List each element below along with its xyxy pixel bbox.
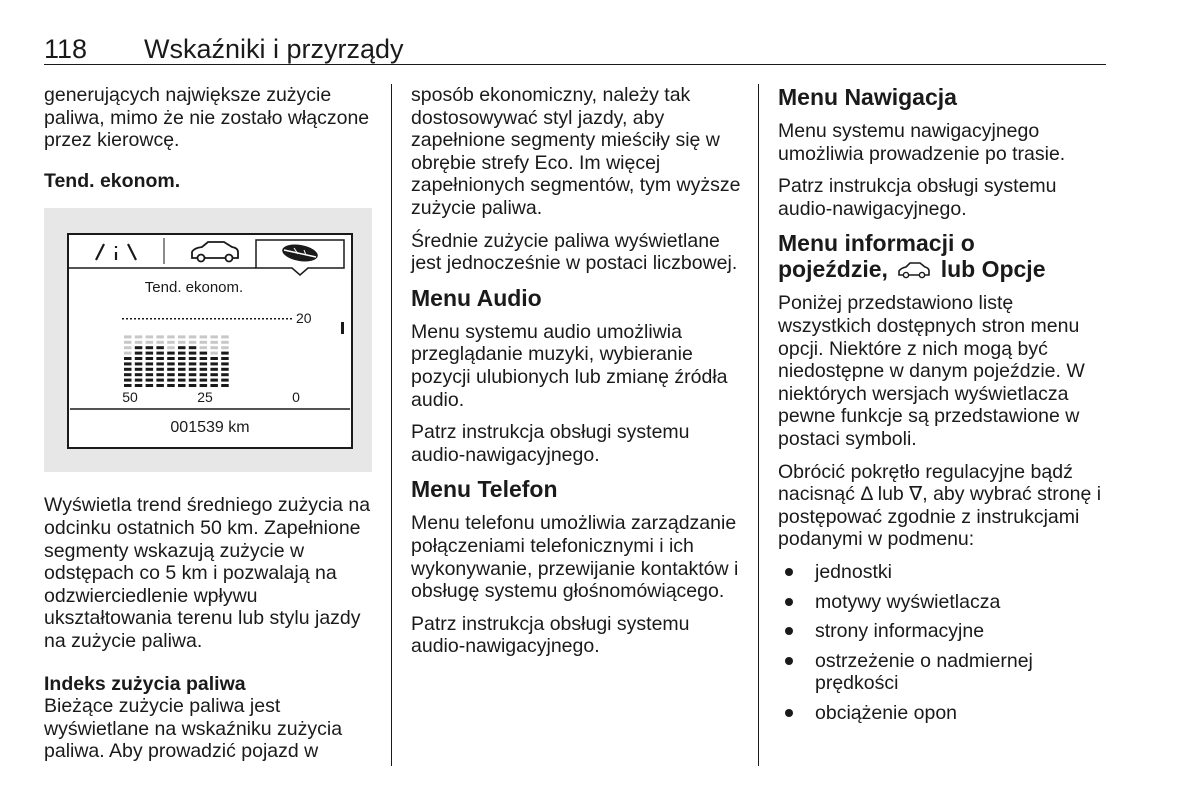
filled-segment [135, 347, 143, 350]
filled-segment [167, 374, 175, 377]
scale-dot [122, 318, 124, 320]
filled-segment [135, 363, 143, 366]
bullet-icon [785, 709, 793, 717]
empty-segment [146, 341, 154, 344]
scale-dot [190, 318, 192, 320]
filled-segment [146, 363, 154, 366]
filled-segment [189, 363, 197, 366]
scale-dot [194, 318, 196, 320]
filled-segment [146, 368, 154, 371]
empty-segment [135, 336, 143, 339]
scale-dot [242, 318, 244, 320]
scale-dot [150, 318, 152, 320]
scale-dot [178, 318, 180, 320]
bullet-icon [785, 598, 793, 606]
eco-trend-display [44, 208, 372, 472]
filled-segment [124, 368, 132, 371]
paragraph: Menu systemu nawigacyjnego umożliwia prowadzenie po trasie. [778, 120, 1066, 165]
empty-segment [221, 347, 229, 350]
scale-dot [138, 318, 140, 320]
filled-segment [210, 384, 218, 387]
filled-segment [189, 384, 197, 387]
scale-dot [146, 318, 148, 320]
scale-dot [238, 318, 240, 320]
filled-segment [178, 363, 186, 366]
list-item: obciążenie opon [778, 702, 1108, 725]
scale-dot [126, 318, 128, 320]
scale-dot [270, 318, 272, 320]
filled-segment [146, 357, 154, 360]
section-heading-navigation: Menu Nawigacja [778, 84, 957, 110]
scale-dot [246, 318, 248, 320]
car-icon [896, 260, 932, 280]
scale-dot [186, 318, 188, 320]
scale-dot [142, 318, 144, 320]
empty-segment [210, 341, 218, 344]
filled-segment [156, 374, 164, 377]
list-item: motywy wyświetlacza [778, 591, 1108, 614]
scale-dot [250, 318, 252, 320]
filled-segment [200, 357, 208, 360]
filled-segment [221, 368, 229, 371]
filled-segment [156, 363, 164, 366]
page-header [44, 30, 1106, 66]
list-item: jednostki [778, 561, 1108, 584]
scale-top-label: 20 [296, 310, 312, 327]
filled-segment [156, 357, 164, 360]
column-2 [411, 84, 746, 668]
list-item: ostrzeżenie o nadmiernej prędkości [778, 650, 1108, 695]
empty-segment [189, 341, 197, 344]
odometer-value: 001539 km [170, 419, 250, 437]
paragraph: Menu telefonu umożliwia zarządzanie połączeniami telefonicznymi i ich wykonywanie, przewijanie kontaktów i obsługę systemu głośnomówiącego. [411, 512, 739, 603]
scale-dot [162, 318, 164, 320]
paragraph: Patrz instrukcja obsługi systemu audio-nawigacyjnego. [411, 421, 690, 466]
scale-dot [222, 318, 224, 320]
heading-part-b: lub Opcje [940, 256, 1046, 283]
filled-segment [178, 368, 186, 371]
display-title: Tend. ekonom. [144, 279, 244, 297]
scale-dot [174, 318, 176, 320]
paragraph: Poniżej przedstawiono listę wszystkich dostępnych stron menu opcji. Niektóre z nich mogą być niedostępne w danym pojeździe. W niektórych wersjach wyświetlacza pewne funkcje są przedstawione w postaci symboli. [778, 292, 1085, 450]
heading-line-1: Menu informacji o [778, 230, 975, 257]
filled-segment [221, 379, 229, 382]
scale-dot [266, 318, 268, 320]
chapter-title: Wskaźniki i przyrządy [144, 34, 404, 64]
page-number: 118 [44, 34, 88, 64]
filled-segment [200, 363, 208, 366]
scale-dot [230, 318, 232, 320]
scale-dot [206, 318, 208, 320]
scale-dot [214, 318, 216, 320]
paragraph: Menu systemu audio umożliwia przeglądanie muzyki, wybieranie pozycji ulubionych lub zmianę źródła audio. [411, 320, 728, 411]
bullet-icon [785, 627, 793, 635]
scale-dot [282, 318, 284, 320]
empty-segment [124, 336, 132, 339]
empty-segment [156, 341, 164, 344]
filled-segment [167, 363, 175, 366]
filled-segment [135, 352, 143, 355]
filled-segment [124, 374, 132, 377]
empty-segment [124, 352, 132, 355]
filled-segment [221, 352, 229, 355]
filled-segment [221, 384, 229, 387]
filled-segment [221, 363, 229, 366]
scale-dot [166, 318, 168, 320]
empty-segment [200, 336, 208, 339]
filled-segment [189, 352, 197, 355]
paragraph: Patrz instrukcja obsługi systemu audio-nawigacyjnego. [778, 175, 1057, 220]
filled-segment [189, 368, 197, 371]
empty-segment [200, 347, 208, 350]
section-heading-trip-info [778, 230, 1108, 282]
filled-segment [189, 379, 197, 382]
filled-segment [178, 352, 186, 355]
scale-dot [210, 318, 212, 320]
bullet-icon [785, 657, 793, 665]
subheading-fuel-index: Indeks zużycia paliwa [44, 672, 246, 695]
scale-dot [286, 318, 288, 320]
filled-segment [210, 379, 218, 382]
scale-dot [254, 318, 256, 320]
paragraph: Patrz instrukcja obsługi systemu audio-nawigacyjnego. [411, 612, 690, 658]
scale-dot [130, 318, 132, 320]
empty-segment [210, 336, 218, 339]
empty-segment [167, 336, 175, 339]
filled-segment [124, 384, 132, 387]
paragraph: Średnie zużycie paliwa wyświetlane jest jednocześnie w postaci liczbowej. [411, 229, 738, 275]
empty-segment [178, 341, 186, 344]
empty-segment [210, 347, 218, 350]
bullet-icon [785, 568, 793, 576]
scale-dot [202, 318, 204, 320]
scale-dot [258, 318, 260, 320]
paragraph: Bieżące zużycie paliwa jest wyświetlane na wskaźniku zużycia paliwa. Aby prowadzić pojazd w [44, 695, 343, 763]
column-divider-2 [758, 84, 759, 766]
filled-segment [178, 357, 186, 360]
paragraph: Obrócić pokrętło regulacyjne bądź nacisnąć Δ lub ∇, aby wybrać stronę i postępować zgodnie z instrukcjami podanymi w podmenu: [778, 460, 1102, 551]
x-label-50: 50 [122, 389, 138, 406]
scale-dot [274, 318, 276, 320]
filled-segment [210, 357, 218, 360]
filled-segment [146, 384, 154, 387]
filled-segment [200, 352, 208, 355]
scale-dot [278, 318, 280, 320]
filled-segment [135, 379, 143, 382]
scroll-indicator [341, 322, 344, 334]
filled-segment [221, 374, 229, 377]
heading-part-a: pojeździe, [778, 256, 888, 283]
subheading-tend-ekonom: Tend. ekonom. [44, 169, 181, 192]
scale-dot [198, 318, 200, 320]
paragraph: sposób ekonomiczny, należy tak dostosowywać styl jazdy, aby zapełnione segmenty mieściły się w obrębie strefy Eco. Im więcej zapełnionych segmentów, tym wyższe zużycie paliwa. [411, 84, 741, 219]
scale-dot [154, 318, 156, 320]
x-label-25: 25 [197, 389, 213, 406]
paragraph: generujących największe zużycie paliwa, mimo że nie zostało włączone przez kierowcę. [44, 84, 370, 152]
filled-segment [221, 357, 229, 360]
filled-segment [156, 379, 164, 382]
paragraph: Wyświetla trend średniego zużycia na odcinku ostatnich 50 km. Zapełnione segmenty wskazują zużycie w odstępach co 5 km i pozwalają na odzwierciedlenie wpływu ukształtowania terenu lub stylu jazdy na zużycie paliwa. [44, 494, 371, 652]
filled-segment [124, 357, 132, 360]
filled-segment [135, 374, 143, 377]
options-list [778, 561, 1108, 725]
filled-segment [124, 363, 132, 366]
empty-segment [146, 336, 154, 339]
filled-segment [156, 384, 164, 387]
filled-segment [156, 347, 164, 350]
header-rule [44, 64, 1106, 65]
scale-dot [226, 318, 228, 320]
empty-segment [221, 336, 229, 339]
filled-segment [178, 379, 186, 382]
filled-segment [167, 352, 175, 355]
filled-segment [146, 379, 154, 382]
scale-dotted-line [122, 318, 292, 320]
filled-segment [124, 379, 132, 382]
filled-segment [135, 357, 143, 360]
eco-trend-display-figure [44, 208, 372, 472]
filled-segment [200, 374, 208, 377]
section-heading-audio: Menu Audio [411, 284, 542, 311]
filled-segment [210, 374, 218, 377]
column-3 [778, 84, 1108, 731]
filled-segment [167, 379, 175, 382]
scale-dot [218, 318, 220, 320]
filled-segment [178, 347, 186, 350]
filled-segment [189, 347, 197, 350]
filled-segment [135, 384, 143, 387]
scale-dot [234, 318, 236, 320]
filled-segment [146, 347, 154, 350]
x-label-0: 0 [292, 389, 300, 406]
section-heading-phone: Menu Telefon [411, 476, 558, 503]
empty-segment [156, 336, 164, 339]
empty-segment [124, 341, 132, 344]
filled-segment [146, 374, 154, 377]
column-divider-1 [391, 84, 392, 766]
filled-segment [178, 384, 186, 387]
list-item: strony informacyjne [778, 620, 1108, 643]
filled-segment [178, 374, 186, 377]
column-1 [44, 84, 378, 773]
scale-dot [182, 318, 184, 320]
empty-segment [178, 336, 186, 339]
empty-segment [221, 341, 229, 344]
filled-segment [156, 352, 164, 355]
scale-dot [170, 318, 172, 320]
filled-segment [200, 384, 208, 387]
filled-segment [167, 384, 175, 387]
filled-segment [210, 363, 218, 366]
empty-segment [210, 352, 218, 355]
scale-dot [158, 318, 160, 320]
filled-segment [189, 357, 197, 360]
empty-segment [167, 341, 175, 344]
empty-segment [135, 341, 143, 344]
scale-dot [290, 318, 292, 320]
filled-segment [200, 368, 208, 371]
filled-segment [200, 379, 208, 382]
scale-dot [262, 318, 264, 320]
empty-segment [167, 347, 175, 350]
filled-segment [135, 368, 143, 371]
empty-segment [189, 336, 197, 339]
empty-segment [124, 347, 132, 350]
filled-segment [210, 368, 218, 371]
filled-segment [156, 368, 164, 371]
filled-segment [167, 368, 175, 371]
empty-segment [200, 341, 208, 344]
filled-segment [189, 374, 197, 377]
filled-segment [167, 357, 175, 360]
filled-segment [146, 352, 154, 355]
scale-dot [134, 318, 136, 320]
